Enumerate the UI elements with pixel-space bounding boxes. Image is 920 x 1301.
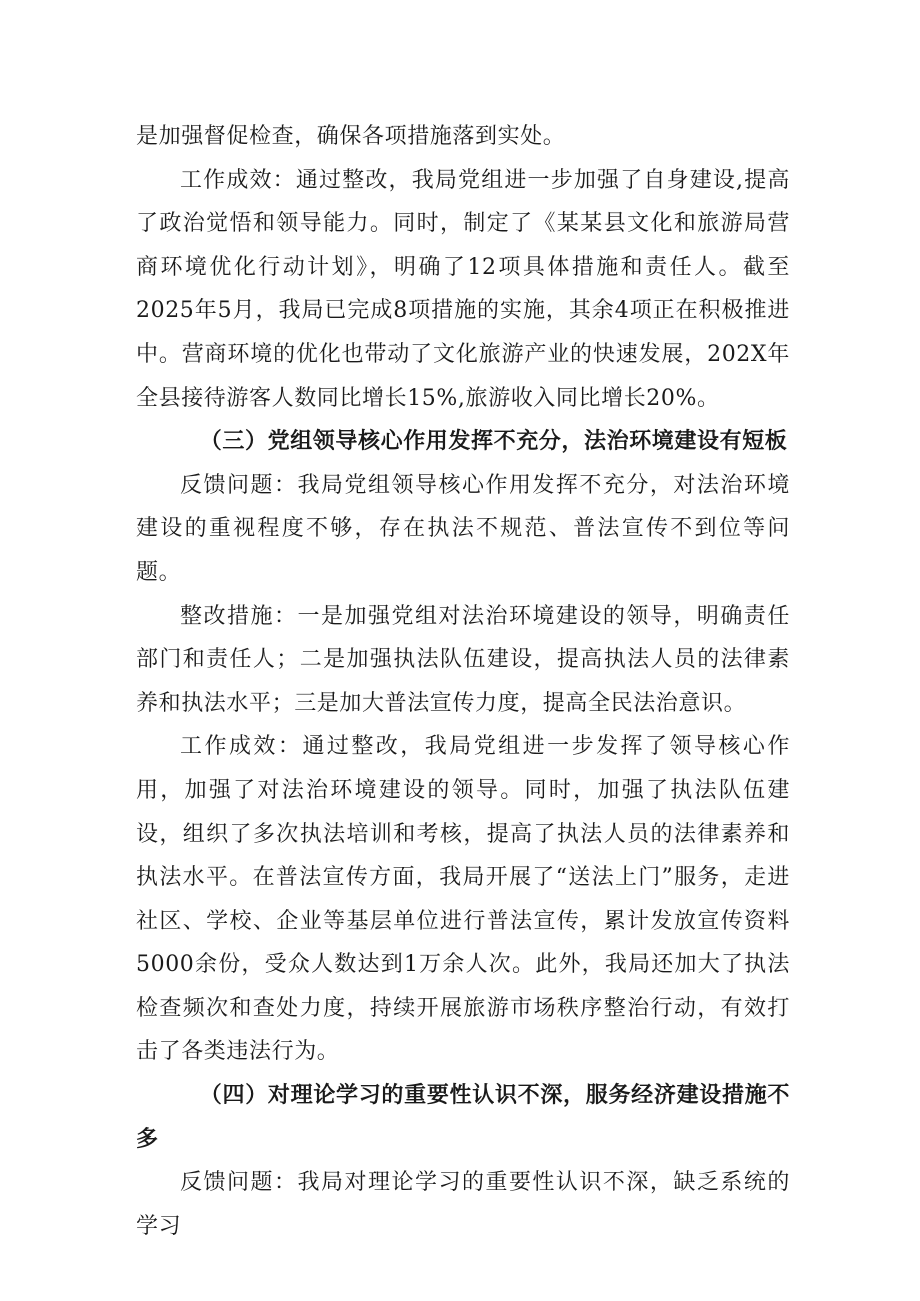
section-heading-3: （三）党组领导核心作用发挥不充分，法治环境建设有短板 bbox=[199, 429, 788, 455]
paragraph-feedback-issue-4: 反馈问题：我局对理论学习的重要性认识不深，缺乏系统的学习 bbox=[136, 1170, 790, 1239]
paragraph-work-results-2: 工作成效：通过整改，我局党组进一步加强了自身建设,提高了政治觉悟和领导能力。同时，制定了《某某县文化和旅游局营商环境优化行动计划》，明确了12项具体措施和责任人。截至2025年5月，我局已完成8项措施的实施，其余4项正在积极推进中。营商环境的优化也带动了文化旅游产业的快速发展，202X年全县接待游客人数同比增长15%,旅游收入同比增长20%。 bbox=[136, 167, 790, 411]
paragraph-work-results-3: 工作成效：通过整改，我局党组进一步发挥了领导核心作用，加强了对法治环境建设的领导。同时，加强了执法队伍建设，组织了多次执法培训和考核，提高了执法人员的法律素养和执法水平。在普法宣传方面，我局开展了“送法上门”服务，走进社区、学校、企业等基层单位进行普法宣传，累计发放宣传资料5000余份，受众人数达到1万余人次。此外，我局还加大了执法检查频次和查处力度，持续开展旅游市场秩序整治行动，有效打击了各类违法行为。 bbox=[136, 734, 790, 1065]
paragraph-continued: 是加强督促检查，确保各项措施落到实处。 bbox=[136, 124, 566, 149]
section-heading-4: （四）对理论学习的重要性认识不深，服务经济建设措施不多 bbox=[136, 1083, 790, 1152]
document-body bbox=[136, 115, 790, 1248]
paragraph-feedback-issue-3: 反馈问题：我局党组领导核心作用发挥不充分，对法治环境建设的重视程度不够，存在执法不规范、普法宣传不到位等问题。 bbox=[136, 472, 790, 585]
paragraph-rectification-measures-3: 整改措施：一是加强党组对法治环境建设的领导，明确责任部门和责任人；二是加强执法队伍建设，提高执法人员的法律素养和执法水平；三是加大普法宣传力度，提高全民法治意识。 bbox=[136, 603, 790, 716]
